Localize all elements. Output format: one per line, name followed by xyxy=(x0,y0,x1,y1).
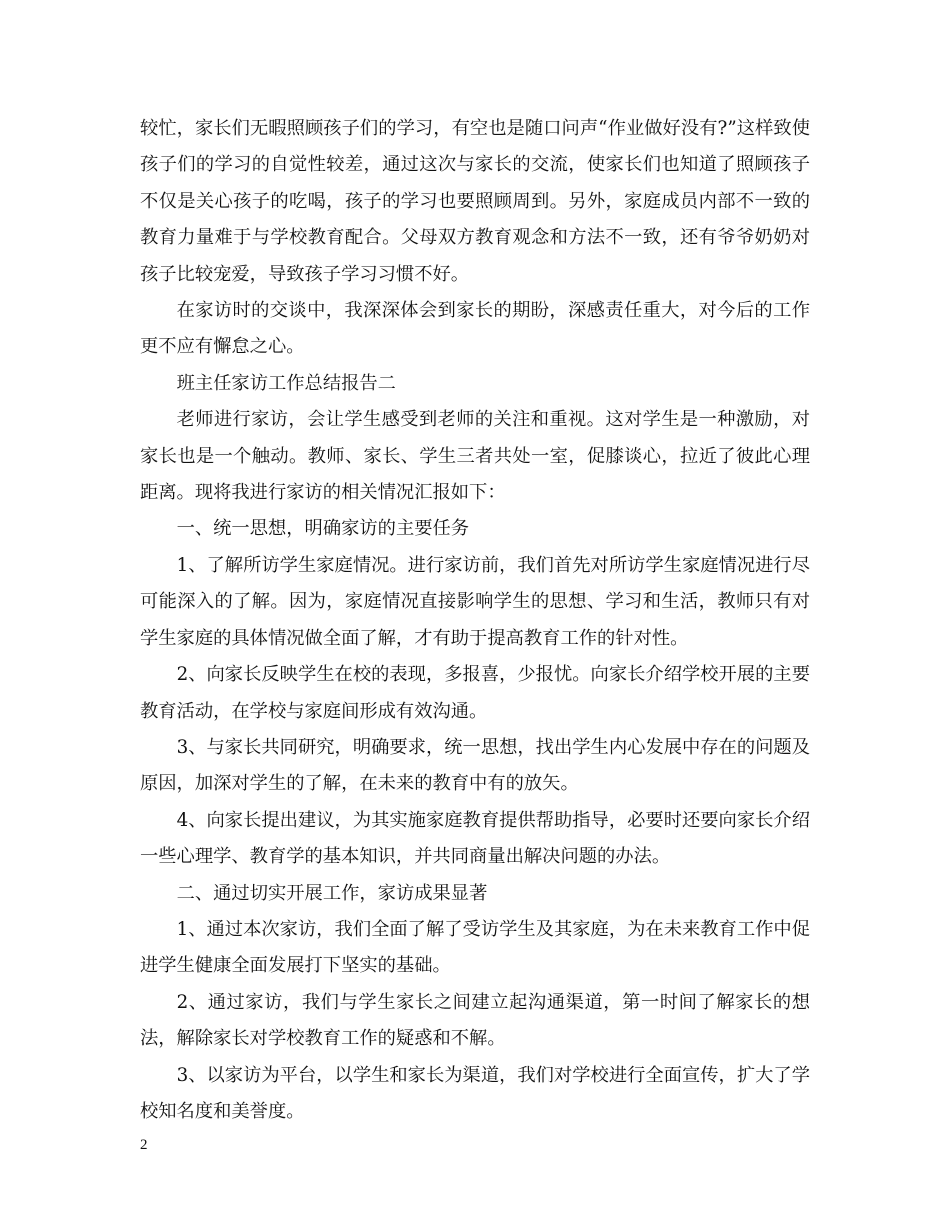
list-item-result-understanding: 1、通过本次家访，我们全面了解了受访学生及其家庭，为在未来教育工作中促进学生健康全面发展打下坚实的基础。 xyxy=(140,918,810,977)
list-item-result-publicity: 3、以家访为平台，以学生和家长为渠道，我们对学校进行全面宣传，扩大了学校知名度和美誉度。 xyxy=(140,1064,810,1122)
heading-unify-thinking: 一、统一思想，明确家访的主要任务 xyxy=(176,518,470,540)
paragraph-reflection: 在家访时的交谈中，我深深体会到家长的期盼，深感责任重大，对今后的工作更不应有懈怠之心。 xyxy=(140,300,810,358)
paragraph-introduction: 老师进行家访，会让学生感受到老师的关注和重视。这对学生是一种激励，对家长也是一个触动。教师、家长、学生三者共处一室，促膝谈心，拉近了彼此心理距离。现将我进行家访的相关情况汇报如下： xyxy=(140,409,810,504)
page-number: 2 xyxy=(140,1137,148,1153)
list-item-offer-advice: 4、向家长提出建议，为其实施家庭教育提供帮助指导，必要时还要向家长介绍一些心理学、教育学的基本知识，并共同商量出解决问题的办法。 xyxy=(140,809,810,868)
document-body xyxy=(140,111,810,1130)
list-item-result-communication: 2、通过家访，我们与学生家长之间建立起沟通渠道，第一时间了解家长的想法，解除家长对学校教育工作的疑惑和不解。 xyxy=(140,991,810,1050)
heading-results: 二、通过切实开展工作，家访成果显著 xyxy=(176,882,488,904)
list-item-report-performance: 2、向家长反映学生在校的表现，多报喜，少报忧。向家长介绍学校开展的主要教育活动，在学校与家庭间形成有效沟通。 xyxy=(140,664,810,722)
paragraph-continuation: 较忙，家长们无暇照顾孩子们的学习，有空也是随口问声“作业做好没有?”这样致使孩子们的学习的自觉性较差，通过这次与家长的交流，使家长们也知道了照顾孩子不仅是关心孩子的吃喝，孩子的学习也要照顾周到。另外，家庭成员内部不一致的教育力量难于与学校教育配合。父母双方教育观念和方法不一致，还有爷爷奶奶对孩子比较宠爱，导致孩子学习习惯不好。 xyxy=(140,118,810,285)
section-title-report-two: 班主任家访工作总结报告二 xyxy=(176,372,396,394)
list-item-joint-research: 3、与家长共同研究，明确要求，统一思想，找出学生内心发展中存在的问题及原因，加深对学生的了解，在未来的教育中有的放矢。 xyxy=(140,736,810,795)
list-item-understand-family: 1、了解所访学生家庭情况。进行家访前，我们首先对所访学生家庭情况进行尽可能深入的了解。因为，家庭情况直接影响学生的思想、学习和生活，教师只有对学生家庭的具体情况做全面了解，才有助于提高教育工作的针对性。 xyxy=(140,554,810,649)
